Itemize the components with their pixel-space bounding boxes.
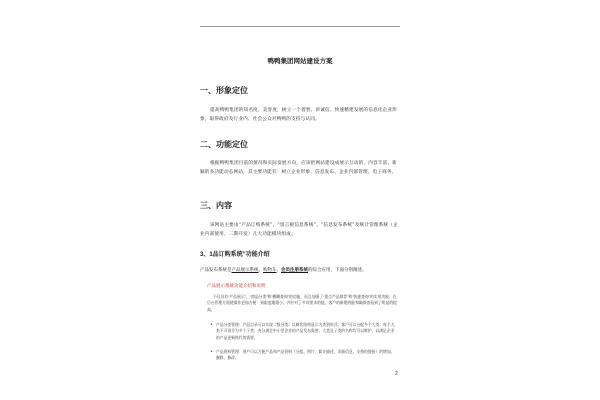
section-paragraph-function: 根据鸭鸭集团目前的情况和实际发展方向，应该把网站建设成展示互动的、内容丰富、新颖的多功能动态网站。其主要功能有：树立企业形象、信息发布、企业内部管理、电子商务。 [200,161,397,175]
bullet-category-management: 产品分类管理：产品目录可以实现二级分类；以树状结构显示为类别形式；客户可以分配多个大类；每个大类下可再分为多个子类；充分满足中小型企业的产品发布需要；大类及子类的名称均可以维护，以满足企业的产品更新换代的需要。 [216,323,395,340]
product-display-description: 不仅具有“产品展示”、“商品分类”和“模糊查询”的功能，而且加强了“重点产品推荐”和“快速查询”的实用功能；在后台管理方面使操作更加方便：到限度地缩小，并针对了多项要求的能，客户的新建的能和确保查看到了明显的提高。 [207,295,397,312]
section-paragraph-content: 该网站主要由“产品订购系统”、“留言板信息系统”、“信息发布系统”及统计管理系统（企业内部使用，二期开发）几大功能模块组成。 [200,223,398,237]
intro-suffix: 的综合应用，下面分别阐述。 [308,268,367,273]
intro-sep-2: 、 [276,268,281,273]
intro-prefix: 产品发布系统是 [200,268,232,273]
intro-sep-1: 、 [258,268,263,273]
page-number: 2 [395,371,398,377]
intro-link-product-display: 产品展示系统 [231,268,259,273]
bullet-dot-1: • [210,322,213,328]
subsection-heading: 3、1品订购系统”功能介绍 [200,252,270,258]
document-title: 鸭鸭集团网站建设方案 [267,58,333,65]
section-heading-positioning: 一、形象定位 [200,86,248,95]
bullet-dot-2: • [210,349,213,355]
intro-link-member-registration: 会员注册系统 [281,268,308,273]
section-heading-function: 二、功能定位 [200,140,248,149]
subsection-intro [200,267,367,273]
section-paragraph-positioning: 提高鸭鸭集团的知名度、美誉度，树立一个着智、讲诚信、快速精建发展的信息化企业形象，取得政府及行业内、社会公众对鸭鸭的支持与认同。 [200,108,397,122]
header-rule [200,26,400,27]
bullet-product-data-management: 产品资料管理：用户可以方便产品和产品资料（分组，图片，简介描述，详细信息，支持的链接）的增加，删除，修改。 [216,350,395,361]
section-heading-content: 三、内容 [200,201,232,210]
product-display-heading: 产品展示系统功能介绍和说明 [207,283,266,288]
intro-link-cart: 购物车 [263,268,277,273]
